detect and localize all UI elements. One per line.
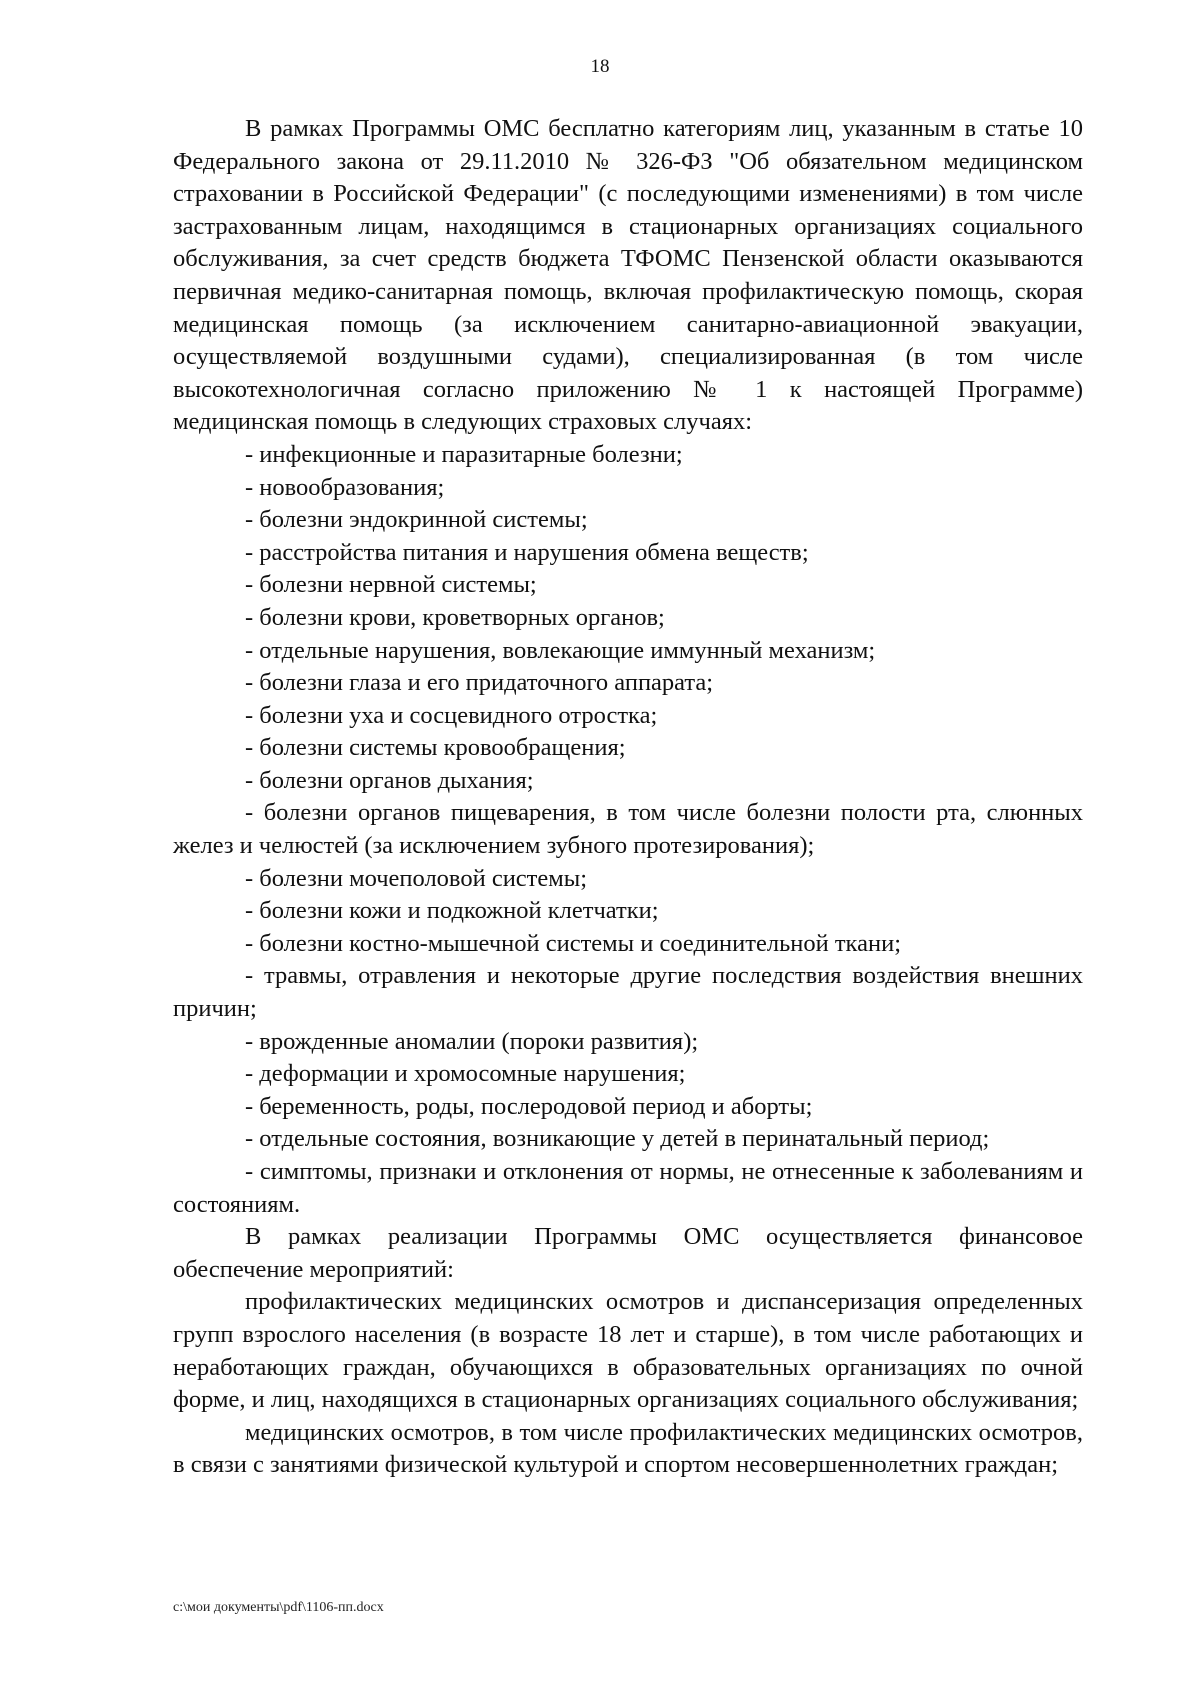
list-item: - врожденные аномалии (пороки развития); — [245, 1027, 699, 1055]
paragraph-minors: медицинских осмотров, в том числе профилактических медицинских осмотров, в связи с занятиями физической культурой и спортом несовершеннолетних граждан; — [173, 1418, 1083, 1479]
footer-file-path: c:\мои документы\pdf\1106-пп.docx — [173, 1600, 384, 1615]
list-item: - отдельные состояния, возникающие у детей в перинатальный период; — [245, 1125, 990, 1153]
list-item: - болезни уха и сосцевидного отростка; — [245, 701, 658, 729]
list-item: - болезни крови, кроветворных органов; — [245, 603, 665, 631]
list-item: - болезни глаза и его придаточного аппарата; — [245, 669, 714, 697]
list-item: - новообразования; — [245, 473, 445, 501]
list-item: - болезни кожи и подкожной клетчатки; — [245, 897, 659, 925]
list-item: - деформации и хромосомные нарушения; — [245, 1060, 686, 1088]
list-item: - беременность, роды, послеродовой период и аборты; — [245, 1092, 813, 1120]
document-body — [173, 113, 1083, 1482]
paragraph-intro: В рамках Программы ОМС бесплатно категориям лиц, указанным в статье 10 Федерального закона от 29.11.2010 № 326-ФЗ "Об обязательном медицинском страховании в Российской Федерации" (с последующими изменениями) в том числе застрахованным лицам, находящимся в стационарных организациях социального обслуживания, за счет средств бюджета ТФОМС Пензенской области оказываются первичная медико-санитарная помощь, включая профилактическую помощь, скорая медицинская помощь (за исключением санитарно-авиационной эвакуации, осуществляемой воздушными судами), специализированная (в том числе высокотехнологичная согласно приложению № 1 к настоящей Программе) медицинская помощь в следующих страховых случаях: — [173, 115, 1083, 436]
list-item: - травмы, отравления и некоторые другие последствия воздействия внешних причин; — [173, 962, 1083, 1023]
list-item: - болезни органов пищеварения, в том числе болезни полости рта, слюнных желез и челюстей (за исключением зубного протезирования); — [173, 799, 1083, 860]
list-item: - инфекционные и паразитарные болезни; — [245, 440, 683, 468]
list-item: - болезни нервной системы; — [245, 571, 537, 599]
list-item: - отдельные нарушения, вовлекающие иммунный механизм; — [245, 636, 876, 664]
paragraph-financing: В рамках реализации Программы ОМС осуществляется финансовое обеспечение мероприятий: — [173, 1223, 1083, 1283]
paragraph-checkups: профилактических медицинских осмотров и диспансеризация определенных групп взрослого населения (в возрасте 18 лет и старше), в том числе работающих и неработающих граждан, обучающихся в образовательных организациях по очной форме, и лиц, находящихся в стационарных организациях социального обслуживания; — [173, 1288, 1083, 1414]
list-item: - расстройства питания и нарушения обмена веществ; — [245, 538, 809, 566]
list-item: - болезни мочеполовой системы; — [245, 864, 588, 892]
list-item: - симптомы, признаки и отклонения от нормы, не отнесенные к заболеваниям и состояниям. — [173, 1158, 1083, 1218]
list-item: - болезни костно-мышечной системы и соединительной ткани; — [245, 929, 901, 957]
list-item: - болезни системы кровообращения; — [245, 734, 626, 762]
page-number: 18 — [590, 56, 610, 77]
list-item: - болезни эндокринной системы; — [245, 506, 588, 534]
list-item: - болезни органов дыхания; — [245, 766, 534, 794]
